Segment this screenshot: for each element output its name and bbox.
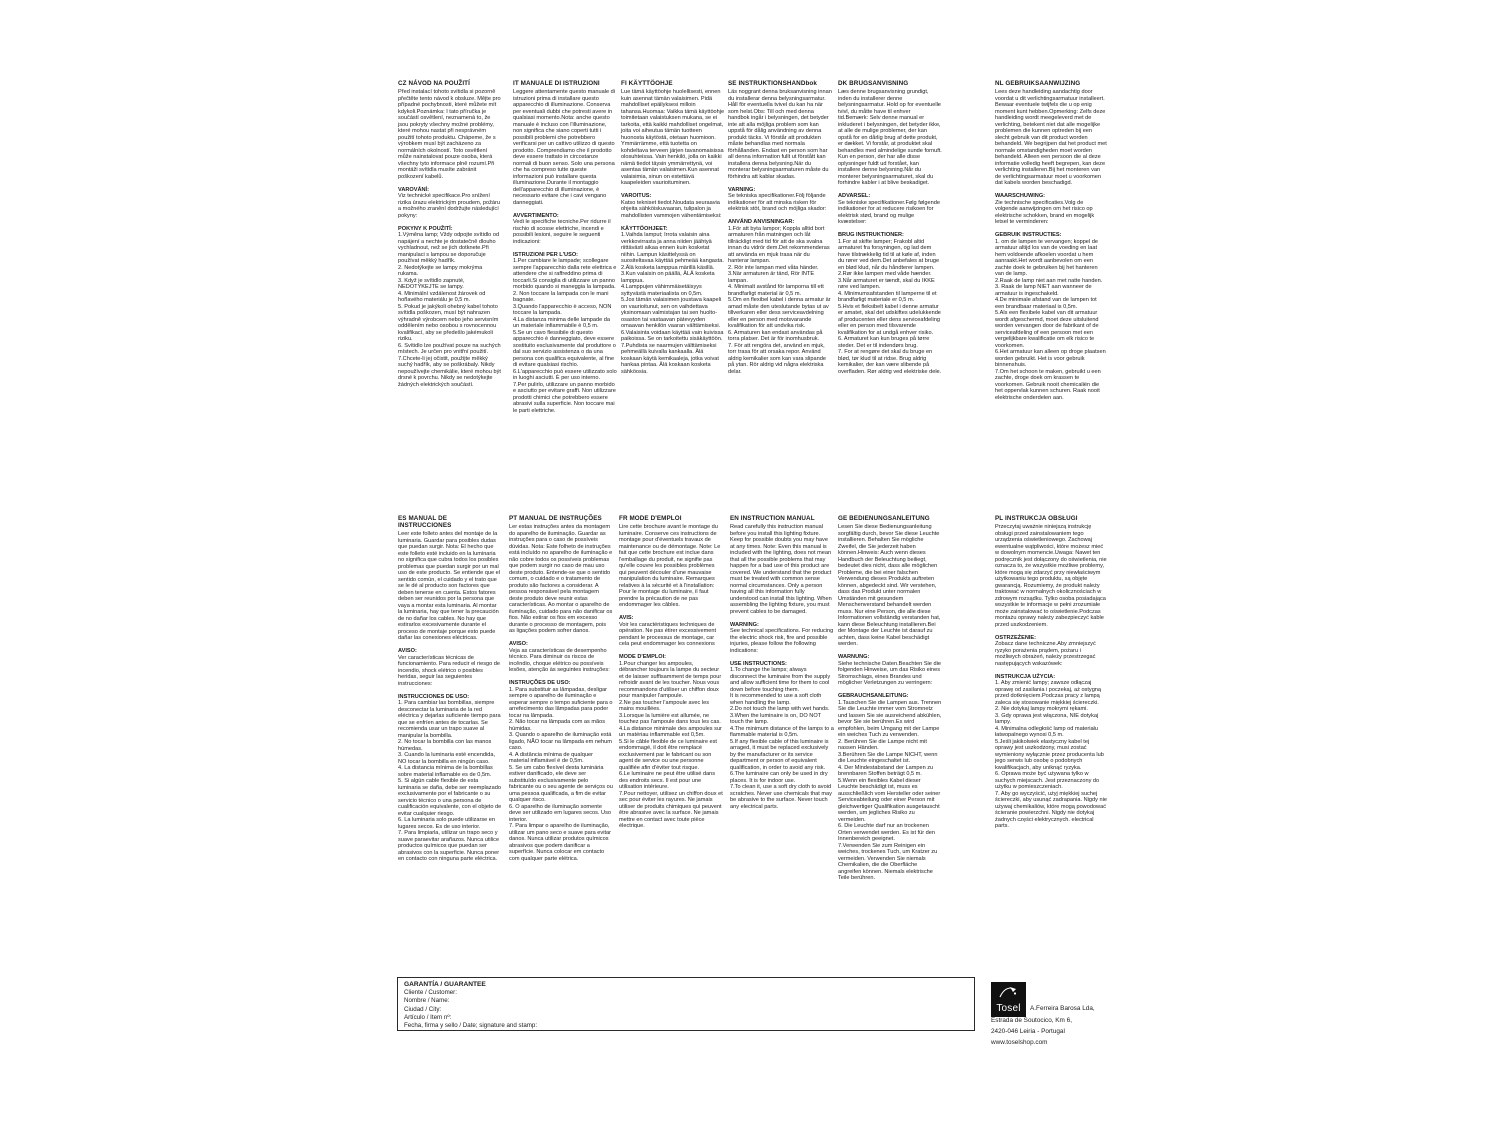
section-heading: GEBRUIK INSTRUCTIES: xyxy=(995,232,1062,238)
column-body-it xyxy=(513,89,617,414)
paragraph: 1.Výměna lamp; Vždy odpojte svítidlo od napájení a nechte je dostatečně dlouho vychladnout, než se jich dotknete.Při manipulaci s lampou se doporučuje používat měkký hadřík. xyxy=(398,232,500,264)
section-heading: INSTRUKCJA UŻYCIA: xyxy=(995,673,1056,680)
section-heading: AVVERTIMENTO: xyxy=(513,212,559,219)
paragraph: Se tekniska specifikationer.Följ följande indikationer för att minska risken för elektrisk stöt, brand och möjliga skador: xyxy=(728,193,827,212)
column-title-nl: NL GEBRUIKSAANWIJZING xyxy=(995,80,1081,87)
section-heading: BRUG INSTRUKTIONER: xyxy=(838,232,904,238)
column-pl xyxy=(995,515,1107,830)
paragraph: 1.To change the lamps; always disconnect the luminaire from the supply and allow sufficient time for them to cool down before touching them. xyxy=(730,667,831,693)
paragraph: 2.Älä kosketa lamppua märillä käsillä. xyxy=(621,264,715,271)
paragraph: 7. Para limpiarla, utilizar un trapo seco y suave paraevitar arañazos. Nunca utilice productos químicos que puedan ser abrasivos con la superficie. Nunca poner en contacto con ninguna parte eléctrica. xyxy=(398,830,500,862)
paragraph: Vedi le specifiche tecniche.Per ridurre il rischio di scosse elettriche, incendi e possibili lesioni, seguire le seguenti indicazioni: xyxy=(513,219,611,245)
paragraph: 5.Jeśli jakikolwiek elastyczny kabel tej oprawy jest uszkodzony, musi zostać wymieniony wyłącznie przez producenta lub jego serwis lub osobę o podobnych kwalifikacjach, aby uniknąć ryzyka. xyxy=(995,738,1104,771)
paragraph: Lesen Sie diese Bedienungsanleitung sorgfältig durch, bevor Sie diese Leuchte installieren. Behalten Sie mögliche Zweifel, die Sie jederzeit haben können.Hinweis: Auch wenn dieses Handbuch der Beleuchtung beiliegt, bedeutet dies nicht, dass alle möglichen Probleme, die bei einer falschen Verwendung dieses Produkts auftreten können, abgedeckt sind. Wir verstehen, dass das Produkt unter normalen Umständen mit gesundem Menschenverstand behandelt werden muss. Nur eine Person, die alle diese Informationen vollständig verstanden hat, kann diese Beleuchtung installieren.Bei der Montage der Leuchte ist darauf zu achten, dass keine Kabel beschädigt werden. xyxy=(838,524,941,647)
paragraph: Ler estas instruções antes da montagem do aparelho de iluminação. Guardar as instruções para o caso de possíveis dúvidas. Nota: Este folheto de instruções está incluído no aparelho de iluminação e não cobre todos os possíveis problemas que podem surgir no caso de mau uso deste produto. Entende-se que o sentido comum, o cuidado e o tratamento de produto são factores a considerar. A pessoa responsável pela montagem deste produto deve reunir estas características. Ao montar o aparelho de iluminação, cuidado para não danificar os fios. Não estirar os fios em excesso durante o processo de montagem, pois as ligações podem sofrer danos. xyxy=(509,524,613,634)
guarantee-field-name: Nombre / Name: xyxy=(404,997,450,1005)
section-heading: OSTRZEŻENIE: xyxy=(995,634,1037,641)
tosel-logo xyxy=(991,982,1026,1017)
paragraph: 2. No tocar la bombilla con las manos húmedas. xyxy=(398,739,492,752)
paragraph: 7. For at rengøre det skal du bruge en blød, tør klud til at ridse. Brug aldrig kemikalier, der kan være slibende på overfladen. Rør aldrig ved elektriske dele. xyxy=(838,349,942,375)
paragraph: 7.To clean it, use a soft dry cloth to avoid scratches. Never use chemicals that may be abrasive to the surface. Never touch any electrical parts. xyxy=(730,784,832,810)
paragraph: Ver características técnicas de funcionamiento. Para reducir el riesgo de incendio, shock elétrico o posibles heridas, seguir las seguientes instrucciones: xyxy=(398,654,500,687)
column-body-es xyxy=(398,531,502,863)
column-nl xyxy=(995,80,1107,401)
paragraph: 1.Tauschen Sie die Lampen aus. Trennen Sie die Leuchte immer vom Stromnetz und lassen Sie sie ausreichend abkühlen, bevor Sie sie berühren.Es wird empfohlen, beim Umgang mit der Lampe ein weiches Tuch zu verwenden. xyxy=(838,699,942,738)
paragraph: 1.Per cambiare le lampade; scollegare sempre l'apparecchio dalla rete elettrica e attendere che si raffreddino prima di toccarli.Si consiglia di utilizzare un panno morbido quando si maneggia la lampada. xyxy=(513,258,617,290)
section-heading: AVISO: xyxy=(398,648,417,654)
section-heading: GEBRAUCHSANLEITUNG: xyxy=(838,693,909,699)
column-body-nl xyxy=(995,89,1107,401)
paragraph: Lees deze handleiding aandachtig door voordat u dit verlichtingsarmatuur installeert. Bewaar eventuele twijfels die u op enig moment kunt hebben.Opmerking: Zelfs deze handleiding wordt meegeleverd met de verlichting, betekent niet dat alle mogelijke problemen die kunnen optreden bij een slecht gebruik van dit product worden behandeld. We begrijpen dat het product met normale omstandigheden moet worden behandeld. Alleen een persoon die al deze informatie volledig heeft begrepen, kan deze verlichting installeren.Bij het monteren van de verlichtingsarmatuur moet u voorkomen dat kabels worden beschadigd. xyxy=(995,89,1107,186)
paragraph: 4. Minimální vzdálenost žárovek od hořlavého materiálu je 0,5 m. xyxy=(398,290,486,303)
paragraph: 3.Berühren Sie die Lampe NICHT, wenn die Leuchte eingeschaltet ist. xyxy=(838,751,938,764)
paragraph: 7.Chcete-li jej očistit, použijte měkký suchý hadřík, aby se poškrábaly. Nikdy nepoužívejte chemikálie, které mohou být drsné k povrchu. Nikdy se nedotýkejte žádných elektrických součástí. xyxy=(398,355,501,388)
paragraph: 6. Oprawa może być używana tylko w suchych miejscach. Jest przeznaczony do użytku w pomieszczeniach. xyxy=(995,771,1100,790)
paragraph: 7.Per pulirlo, utilizzare un panno morbido e asciutto per evitare graffi. Non utilizzare prodotti chimici che potrebbero essere abrasivi sulla superficie. Non toccare mai le parti elettriche. xyxy=(513,381,616,414)
paragraph: 1.Vaihda lamput; Irrota valaisin aina verkkovirrasta ja anna niiden jäähtyä riittävästi aikaa ennen kuin kosketat niihin. Lampun käsittelyssä on suositeltavaa käyttää pehmeää kangasta. xyxy=(621,232,724,264)
paragraph: 5.Jos tämän valaisimen joustava kaapeli on vaurioitunut, sen on vaihdettava yksinomaan valmistajan tai sen huolto-osaston tai vastaavan pätevyyden omaavan henkilön vaaran välttämiseksi. xyxy=(621,297,722,329)
paragraph: Zie technische specificaties.Volg de volgende aanwijzingen om het risico op elektrische schokken, brand en mogelijk letsel te verminderen: xyxy=(995,199,1095,225)
paragraph: 6. Svítidlo lze používat pouze na suchých místech. Je určen pro vnitřní použití. xyxy=(398,342,501,355)
paragraph: Læs denne brugsanvisning grundigt, inden du installerer denne belysningsarmatur. Hold op for eventuelle tvivl, du måtte have til enhver tid.Bemærk: Selv denne manual er inkluderet i belysningen, det betyder ikke, at alle de mulige problemer, der kan opstå for en dårlig brug af dette produkt, er dækket. Vi forstår, at produktet skal behandles med almindelige sunde fornuft. Kun en person, der har alle disse oplysninger fuldt ud forstået, kan installere denne belysning.Når du monterer belysningsarmaturet, skal du forhindre kabler i at blive beskadiget. xyxy=(838,89,942,186)
paragraph: 2. Nedotýkejte se lampy mokrýma rukama. xyxy=(398,264,483,277)
section-heading: ANVÄND ANVISNINGAR: xyxy=(728,219,795,225)
column-body-se xyxy=(728,89,832,375)
section-heading: AVIS: xyxy=(619,615,634,621)
paragraph: 6. O aparelho de iluminação somente deve ser utilizado em lugares secos. Uso interior. xyxy=(509,803,611,823)
paragraph: Se tekniske specifikationer.Følg følgende indikationer for at reducere risikoen for elektrisk stød, brand og mulige kvæstelser: xyxy=(838,199,940,225)
logo-wordmark: Tosel xyxy=(996,1003,1021,1014)
paragraph: 6. Die Leuchte darf nur an trockenen Orten verwendet werden. Es ist für den Innenbereich geeignet. xyxy=(838,823,936,842)
paragraph: 3.Når armaturet er tændt, skal du IKKE røre ved lampen. xyxy=(838,277,935,290)
paragraph: 6. Armaturet kan kun bruges på tørre steder. Det er til indendørs brug. xyxy=(838,336,930,349)
paragraph: 5.Om en flexibel kabel i denna armatur är amad måste den uteslutande bytas ut av tillverkaren eller dess serviceavdelning eller en person med motsvarande kvalifikation för att undvika risk. xyxy=(728,297,831,329)
paragraph: 7.Verwenden Sie zum Reinigen ein weiches, trockenes Tuch, um Kratzer zu vermeiden. Verwenden Sie niemals Chemikalien, die die Oberfläche angreifen können. Niemals elektrische Teile berühren. xyxy=(838,842,938,881)
guarantee-field-item: Artículo / Item nº: xyxy=(404,1013,452,1021)
section-heading: VARNING: xyxy=(728,186,756,193)
desk-lamp-icon xyxy=(998,986,1019,998)
column-cz xyxy=(398,80,502,388)
guarantee-field-customer: Cliente / Customer: xyxy=(404,989,457,996)
paragraph: It is recommended to use a soft cloth when handling the lamp. xyxy=(730,693,822,706)
paragraph: 6.Valaisinta voidaan käyttää vain kuivissa paikoissa. Se on tarkoitettu sisäkäyttöön. xyxy=(621,329,724,342)
paragraph: Read carefully this instruction manual before you install this lighting fixture. Keep for possible doubts you may have at any times. Note: Even this manual is included with the lighting, does not mean that all the possible problems that may happen for a bad use of this product are covered. We understand that the product must be treated with common sense normal circumstances. Only a person having all this information fully understood can install this lighting. When assembling the lighting fixture, you must prevent cables to be damaged. xyxy=(730,524,832,615)
publisher-website: www.toselshop.com xyxy=(991,1039,1048,1046)
paragraph: 4.The minimum distance of the lamps to a flammable material is 0,5m. xyxy=(730,725,834,738)
paragraph: 3. Raak de lamp NIET aan wanneer de armatuur is ingeschakeld. xyxy=(995,284,1092,297)
paragraph: 4.La distance minimale des ampoules sur un matériau inflammable est 0,5m. xyxy=(619,725,722,738)
guarantee-field-city: Ciudad / City: xyxy=(404,1005,442,1013)
paragraph: 3.När armaturen är tänd, Rör INTE lampan. xyxy=(728,271,815,284)
paragraph: 5.Als een flexibele kabel van dit armatuur wordt afgeschermd, moet deze uitsluitend worden vervangen door de fabrikant of de serviceafdeling of een persoon met een vergelijkbare kwalificatie om elk risico te voorkomen. xyxy=(995,310,1099,349)
paragraph: Lire cette brochure avant le montage du luminaire. Conserve ces instructions de montage pour d'éventuels travaux de maintenance ou de démontage. Note: Le fait que cette brochure est inclue dans l'emballage du produit, ne signifie pas qu'elle couvre les possibles problèmes qui peuvent découler d'une mauvaise manipulation du luminaire. Remarques relatives à la sécurité et à l'installation: Pour le montage du luminaire, il faut prendre la précaution de ne pas endommager les câbles. xyxy=(619,524,721,608)
paragraph: 2.Do not touch the lamp with wet hands. xyxy=(730,706,830,712)
section-heading: VAROVÁNÍ: xyxy=(398,186,429,193)
publisher-street: Estrada de Soutocico, Km 6, xyxy=(991,1017,1072,1024)
section-heading: WARNUNG: xyxy=(838,654,870,660)
paragraph: Viz technické specifikace.Pro snížení rizika úrazu elektrickým proudem, požáru a možného zranění dodržujte následující pokyny: xyxy=(398,193,500,219)
paragraph: 4. La distancia mínima de la bombillas sobre material inflamable es de 0,5m. xyxy=(398,765,493,778)
column-se xyxy=(728,80,832,375)
paragraph: 2. Non toccare la lampada con le mani bagnate. xyxy=(513,290,609,303)
paragraph: 6.Het armatuur kan alleen op droge plaatsen worden gebruikt. Het is voor gebruik binnenshuis. xyxy=(995,349,1106,368)
paragraph: Voir les caractéristiques techniques de opération. Ne pas étirer excessivement pendant le processus de montage, car cela peut endommager les connexions xyxy=(619,621,717,647)
column-title-cz: CZ NÁVOD NA POUŽITÍ xyxy=(398,80,470,87)
paragraph: 1.Pour changer les ampoules, débrancher toujours la lampe du secteur et de laisser suffisamment de temps pour refroidir avant de les toucher. Nous vous recommandons d'utiliser un chiffon doux pour manipuler l'ampoule. xyxy=(619,660,722,699)
column-title-fi: FI KÄYTTÖOHJE xyxy=(621,80,673,87)
guarantee-field-date-signature: Fecha, firma y sello / Date; signature and stamp: xyxy=(404,1022,538,1030)
paragraph: 4.La distanza minima delle lampade da un materiale infiammabile è 0,5 m. xyxy=(513,316,611,329)
section-heading: INSTRUÇÕES DE USO: xyxy=(509,680,571,686)
paragraph: 1. Para cambiar las bombillas, siempre desconectar la luminaria de la red eléctrica y dejarlas suficiente tiempo para que se enfríen antes de tocarlas. Se recomienda usar un trapo suave al manipular la bombilla. xyxy=(398,700,501,739)
paragraph: 6.The luminaire can only be used in dry places. It is for indoor use. xyxy=(730,771,828,784)
paragraph: 3.Lorsque la lumière est allumée, ne touchez pas l'ampoule dans tous les cas. xyxy=(619,712,721,725)
paragraph: Przeczytaj uważnie niniejszą instrukcję obsługi przed zainstalowaniem tego urządzenia oświetleniowego. Zachowaj ewentualne wątpliwości, które możesz mieć w dowolnym momencie.Uwaga: Nawet ten podręcznik jest dołączony do oświetlenia, nie oznacza to, że wszystkie możliwe problemy, które mogą się zdarzyć przy niewłaściwym użytkowaniu tego produktu, są objęte gwarancją. Rozumiemy, że produkt należy traktować w normalnych okolicznościach w zdrowym rozsądku. Tylko osoba posiadająca wszystkie te informacje w pełni zrozumiałe może zainstalować to oświetlenie.Podczas montażu oprawy należy zabezpieczyć kable przed uszkodzeniem. xyxy=(995,524,1107,628)
column-title-fr: FR MODE D'EMPLOI xyxy=(619,515,682,522)
section-heading: AVISO: xyxy=(509,641,528,647)
paragraph: 4. Minimalt avstånd för lamporna till ett brandfarligt material är 0,5 m. xyxy=(728,284,824,297)
paragraph: 4. Der Mindestabstand der Lampen zu brennbaren Stoffen beträgt 0,5 m. xyxy=(838,764,934,777)
paragraph: 4.De minimale afstand van de lampen tot een brandbaar materiaal is 0,5m. xyxy=(995,297,1097,310)
section-heading: POKYNY K POUŽITÍ: xyxy=(398,225,453,232)
column-es xyxy=(398,515,502,863)
paragraph: 7. Aby go wyczyścić, użyj miękkiej suchej ściereczki, aby usunąć zadrapania. Nigdy nie używaj chemikaliów, które mogą powodować ścieranie powierzchni. Nigdy nie dotykaj żadnych części elektrycznych. electrical parts. xyxy=(995,790,1107,829)
paragraph: 7.Om het schoon te maken, gebruikt u een zachte, droge doek om krassen te voorkomen. Gebruik nooit chemicaliën die het oppervlak kunnen schuren. Raak nooit elektrische onderdelen aan. xyxy=(995,368,1101,401)
paragraph: 1. om de lampen te vervangen; koppel de armatuur altijd los van de voeding en laat hem voldoende afkoelen voordat u hem aanraakt.Het wordt aanbevolen om een zachte doek te gebruiken bij het hanteren van de lamp. xyxy=(995,238,1098,277)
paragraph: 5.Hvis et fleksibelt kabel i denne armatur er amatet, skal det udskiftes udelukkende af producenten eller dens serviceafdeling eller en person med tilsvarende kvalifikation for at undgå enhver risiko. xyxy=(838,303,941,336)
paragraph: 4. Minimumsafstanden til lamperne til et brandfarligt materiale er 0,5 m. xyxy=(838,290,937,303)
paragraph: 7.Pour nettoyer, utilisez un chiffon doux et sec pour éviter les rayures. Ne jamais utiliser de produits chimiques qui peuvent être abrasive avec la surface. Ne jamais mettre en contact avec toute pièce électrique. xyxy=(619,790,723,829)
paragraph: 2. Nie dotykaj lampy mokrymi rękami. xyxy=(995,706,1088,712)
paragraph: 5. Si algún cable flexible de esta luminaria se daña, debe ser reemplazado exclusivamente por el fabricante o su servicio técnico o una persona de cualificación equivalente, con el objeto de evitar cualquier riesgo. xyxy=(398,778,502,817)
paragraph: Před instalací tohoto svítidla si pozorně přečtěte tento návod k obsluze. Mějte pro případné pochybnosti, které můžete mít kdykoli.Poznámka: I tato příručka je součástí osvětlení, neznamená to, že jsou pokryty všechny možné problémy, které mohou nastat při nesprávném použití tohoto produktu. Chápeme, že s výrobkem musí být zacházeno za normálních okolností. Toto osvětlení může nainstalovat pouze osoba, která všechny tyto informace plně rozumí.Při montáži svítidla musíte zabránit poškození kabelů. xyxy=(398,89,501,180)
paragraph: 3. Když je svítidlo zapnuté, NEDOTÝKEJTE se lampy. xyxy=(398,277,465,290)
paragraph: Zobacz dane techniczne.Aby zmniejszyć ryzyko porażenia prądem, pożaru i możliwych obrażeń, należy przestrzegać następujących wskazówek: xyxy=(995,641,1096,667)
paragraph: 2.Ne pas toucher l'ampoule avec les mains mouillées. xyxy=(619,699,709,712)
paragraph: 3. Gdy oprawa jest włączona, NIE dotykaj lampy. xyxy=(995,712,1099,725)
paragraph: 1.For at skifte lamper; Frakobl altid armaturet fra forsyningen, og lad dem have tilstrækkelig tid til at køle af, inden du rører ved dem.Det anbefales at bruge en blød klud, når du håndterer lampen. xyxy=(838,238,940,271)
paragraph: 2.Rør ikke lampen med våde hænder. xyxy=(838,271,932,277)
column-pt xyxy=(509,515,613,862)
paragraph: 6. La luminaria solo puede utilizarse en lugares secos. Es de uso interior. xyxy=(398,817,496,830)
column-title-en: EN INSTRUCTION MANUAL xyxy=(730,515,815,522)
column-ge xyxy=(838,515,942,882)
paragraph: Lue tämä käyttöohje huolellisesti, ennen kuin asennat tämän valaisimen. Pidä mahdolliset epäilyksesi milloin tahansa.Huomaa: Vaikka tämä käyttöohje toimitetaan valaistuksen mukana, se ei tarkoita, että kaikki mahdolliset ongelmat, joita voi aiheutua tämän tuotteen huonosta käytöstä, otetaan huomioon. Ymmärrämme, että tuotetta on kohdeltava terveen järjen tavanomaisissa olosuhteissa. Vain henkilö, jolla on kaikki nämä tiedot täysin ymmärrettynä, voi asentaa tämän valaisimen.Kun asennat valaisimia, sinun on estettävä kaapeleiden vaurioituminen. xyxy=(621,89,725,186)
paragraph: Läs noggrant denna bruksanvisning innan du installerar denna belysningsarmatur. Håll för eventuella tvivel du kan ha när som helst.Obs: Till och med denna handbok ingår i belysningen, det betyder inte att alla möjliga problem som kan uppstå för dålig användning av denna produkt täcks. Vi förstår att produkten måste behandlas med normala förhållanden. Endast en person som har all denna information fullt ut förstått kan installera denna belysning.När du monterar belysningsarmaturen måste du förhindra att kablar skadas. xyxy=(728,89,832,180)
paragraph: 2. Berühren Sie die Lampe nicht mit nassen Händen. xyxy=(838,738,927,751)
column-fr xyxy=(619,515,723,830)
section-heading: USE INSTRUCTIONS: xyxy=(730,660,787,667)
section-heading: INSTRUCCIONES DE USO: xyxy=(398,693,470,700)
section-heading: ADVARSEL: xyxy=(838,193,871,199)
paragraph: Katso tekniset tiedot.Noudata seuraavia ohjeita sähköiskuvaaran, tulipalon ja mahdollisten vammojen vähentämiseksi: xyxy=(621,199,722,219)
column-title-pl: PL INSTRUKCJA OBSŁUGI xyxy=(995,515,1078,522)
column-en xyxy=(730,515,834,810)
paragraph: 5.Se un cavo flessibile di questo apparecchio è danneggiato, deve essere sostituito esclusivamente dal produttore o dal suo servizio assistenza o da una persona con qualifica equivalente, al fine di evitare qualsiasi rischio. xyxy=(513,329,616,368)
section-heading: KÄYTTÖOHJEET: xyxy=(621,225,668,232)
paragraph: 7.Puhdista se naarmujen välttämiseksi pehmeällä kuivalla kankaalla. Älä koskaan käytä kemikaaleja, jotka voivat hankaa pintaa. Älä koskaan kosketa sähköosia. xyxy=(621,342,719,375)
paragraph: 6.L'apparecchio può essere utilizzato solo in luoghi asciutti. È per uso interno. xyxy=(513,368,617,381)
section-heading: WAARSCHUWING: xyxy=(995,193,1046,199)
paragraph: 5.Wenn ein flexibles Kabel dieser Leuchte beschädigt ist, muss es ausschließlich vom Hersteller oder seiner Serviceabteilung oder einer Person mit gleichwertiger Qualifikation ausgetauscht werden, um jegliches Risiko zu vermeiden. xyxy=(838,777,941,823)
paragraph: Siehe technische Daten.Beachten Sie die folgenden Hinweise, um das Risiko eines Stromschlags, eines Brandes und möglicher Verletzungen zu verringern: xyxy=(838,660,941,686)
column-fi xyxy=(621,80,725,375)
paragraph: 7. Para limpar o aparelho de iluminação, utilizar um pano seco e suave para evitar danos. Nunca utilizar produtos químicos abrasivos que podem danificar a superfície. Nunca colocar em contacto com qualquer parte elétrica. xyxy=(509,823,611,862)
publisher-name: A.Ferreira Barosa Lda, xyxy=(1030,1005,1095,1012)
column-body-dk xyxy=(838,89,942,375)
column-title-se: SE INSTRUKTIONSHANDbok xyxy=(728,80,817,87)
section-heading: WARNING: xyxy=(730,621,759,628)
column-title-it: IT MANUALE DI ISTRUZIONI xyxy=(513,80,600,87)
paragraph: 2. Não tocar na lâmpada com as mãos húmidas. xyxy=(509,719,606,732)
column-body-fi xyxy=(621,89,725,375)
paragraph: See technical specifications. For reducing the electric shock risk, fire and possible injuries, please follow the following indications: xyxy=(730,628,834,654)
guarantee-box xyxy=(397,977,975,1031)
column-body-fr xyxy=(619,524,723,830)
column-dk xyxy=(838,80,942,375)
section-heading: MODE D'EMPLOI: xyxy=(619,654,667,660)
column-body-pl xyxy=(995,524,1107,830)
paragraph: 5. Se um cabo flexível desta luminária estiver danificado, ele deve ser substituído exclusivamente pelo fabricante ou o seu agente de serviços ou uma pessoa qualificada, a fim de evitar qualquer risco. xyxy=(509,764,613,803)
column-body-pt xyxy=(509,524,613,862)
publisher-city: 2420-046 Leiria - Portugal xyxy=(991,1028,1065,1035)
paragraph: 4.Lamppujen vähimmäisetäisyys syttyvästä materiaalista on 0,5m. xyxy=(621,284,703,297)
paragraph: 3.Quando l'apparecchio è acceso, NON toccare la lampada. xyxy=(513,303,612,316)
column-it xyxy=(513,80,617,414)
paragraph: 4. Minimalna odległość lamp od materiału łatwopalnego wynosi 0,5 m. xyxy=(995,725,1098,738)
paragraph: 3.Kun valaisin on päällä, ÄLÄ kosketa lamppua. xyxy=(621,271,715,284)
paragraph: 5. Pokud je jakýkoli ohebný kabel tohoto svítidla poškozen, musí být nahrazen výhradně výrobcem nebo jeho servisním oddělením nebo osobou s rovnocennou kvalifikací, aby se předešlo jakémukoli riziku. xyxy=(398,303,499,342)
paragraph: 2. Rör inte lampan med våta händer. xyxy=(728,264,819,271)
column-title-pt: PT MANUAL DE INSTRUÇÕES xyxy=(509,515,602,522)
guarantee-title: GARANTÍA / GUARANTEE xyxy=(404,981,486,988)
column-body-cz xyxy=(398,89,502,388)
paragraph: Leggere attentamente questo manuale di istruzioni prima di installare questo apparecchio di illuminazione. Conserva per eventuali dubbi che potresti avere in qualsiasi momento.Nota: anche questo manuale è incluso con l'illuminazione, non significa che siano coperti tutti i possibili problemi che potrebbero verificarsi per un cattivo utilizzo di questo prodotto. Comprendiamo che il prodotto deve essere trattato in circostanze normali di buon senso. Solo una persona che ha compreso tutte queste informazioni può installare questa illuminazione.Durante il montaggio dell'apparecchio di illuminazione, è necessario evitare che i cavi vengano danneggiati. xyxy=(513,89,616,206)
paragraph: 6. Armaturen kan endast användas på torra platser. Det är för inomhusbruk. xyxy=(728,329,823,342)
paragraph: 1. Aby zmienić lampy; zawsze odłączaj oprawę od zasilania i poczekaj, aż ostygną przed dotknięciem.Podczas pracy z lampą zaleca się stosowanie miękkiej ściereczki. xyxy=(995,680,1102,706)
paragraph: 3. Quando o aparelho de iluminação está ligado, NÃO tocar na lâmpada em nehum caso. xyxy=(509,732,612,751)
paragraph: 7. För att rengöra det, använd en mjuk, torr trasa för att orsaka repor. Använd aldrig kemikalier som kan vara slipande på ytan. Rör aldrig vid några elektriska delar. xyxy=(728,342,826,375)
column-body-ge xyxy=(838,524,942,882)
paragraph: 1.För att byta lampor; Koppla alltid bort armaturen från matningen och låt tillräckligt med tid för att de ska svalna innan du vidrör dem.Det rekommenderas att använda en mjuk trasa när du hanterar lampan. xyxy=(728,225,830,264)
paragraph: Veja as características de desempenho técnico. Para diminuir os riscos de incêndio, choque elétrico ou possíveis lesões, atenção às seguintes instruções: xyxy=(509,647,610,673)
column-title-dk: DK BRUGSANVISNING xyxy=(838,80,909,87)
column-title-ge: GE BEDIENUNGSANLEITUNG xyxy=(838,515,930,522)
paragraph: 3. Cuando la luminaria esté encendida, NO tocar la bombilla en ningún caso. xyxy=(398,752,496,765)
column-title-es: ES MANUAL DE INSTRUCCIONES xyxy=(398,515,452,529)
paragraph: 5.If any flexible cable of this luminaire is arraged, it must be replaced exclusively by the manufacturer or its service department or person of equivalent qualification, in order to avoid any risk. xyxy=(730,738,829,771)
paragraph: Leer este folleto antes del montaje de la luminaria. Guardar para posibles dudas que puedan surgir. Nota: El hecho que este folleto esté incluido en la luminaria no significa que cubra todos los posibles problemas que puedan surgir por un mal uso de este producto. Se entiende que el sentido común, el cuidado y el trato que se le dé al producto son factores que deben tenerse en cuenta. Estos fatores deben ser reunidos por la persona que vaya a montar esta luminaria. Al montar la luminaria, hay que tener la precaución de no dañar los cables. No hay que estirarlos excesivamente durante el proceso de montaje porque esto puede dañar las conexiones eléctricas. xyxy=(398,531,501,641)
column-body-en xyxy=(730,524,834,810)
paragraph: 6.Le luminaire ne peut être utilisé dans des endroits secs. Il est pour une utilisation intérieure. xyxy=(619,771,716,790)
section-heading: VAROITUS: xyxy=(621,193,652,199)
paragraph: 1. Para substituir as lâmpadas, desligar sempre o aparelho de iluminação e esperar sempre o tempo suficiente para o arrefecimento das lâmpadas para poder tocar na lâmpada. xyxy=(509,686,613,719)
paragraph: 5.Si le câble flexible de ce luminaire est endommagé, il doit être remplacé exclusivement par le fabricant ou son agent de service ou une personne qualifiée afin d'éviter tout risque. xyxy=(619,738,717,771)
paragraph: 2.Raak de lamp niet aan met natte handen. xyxy=(995,277,1103,284)
paragraph: 3.When the luminaire is on, DO NOT touch the lamp. xyxy=(730,712,821,725)
paragraph: 4. A distância mínima de qualquer material inflamável é de 0,5m. xyxy=(509,751,593,764)
section-heading: ISTRUZIONI PER L'USO: xyxy=(513,251,579,258)
